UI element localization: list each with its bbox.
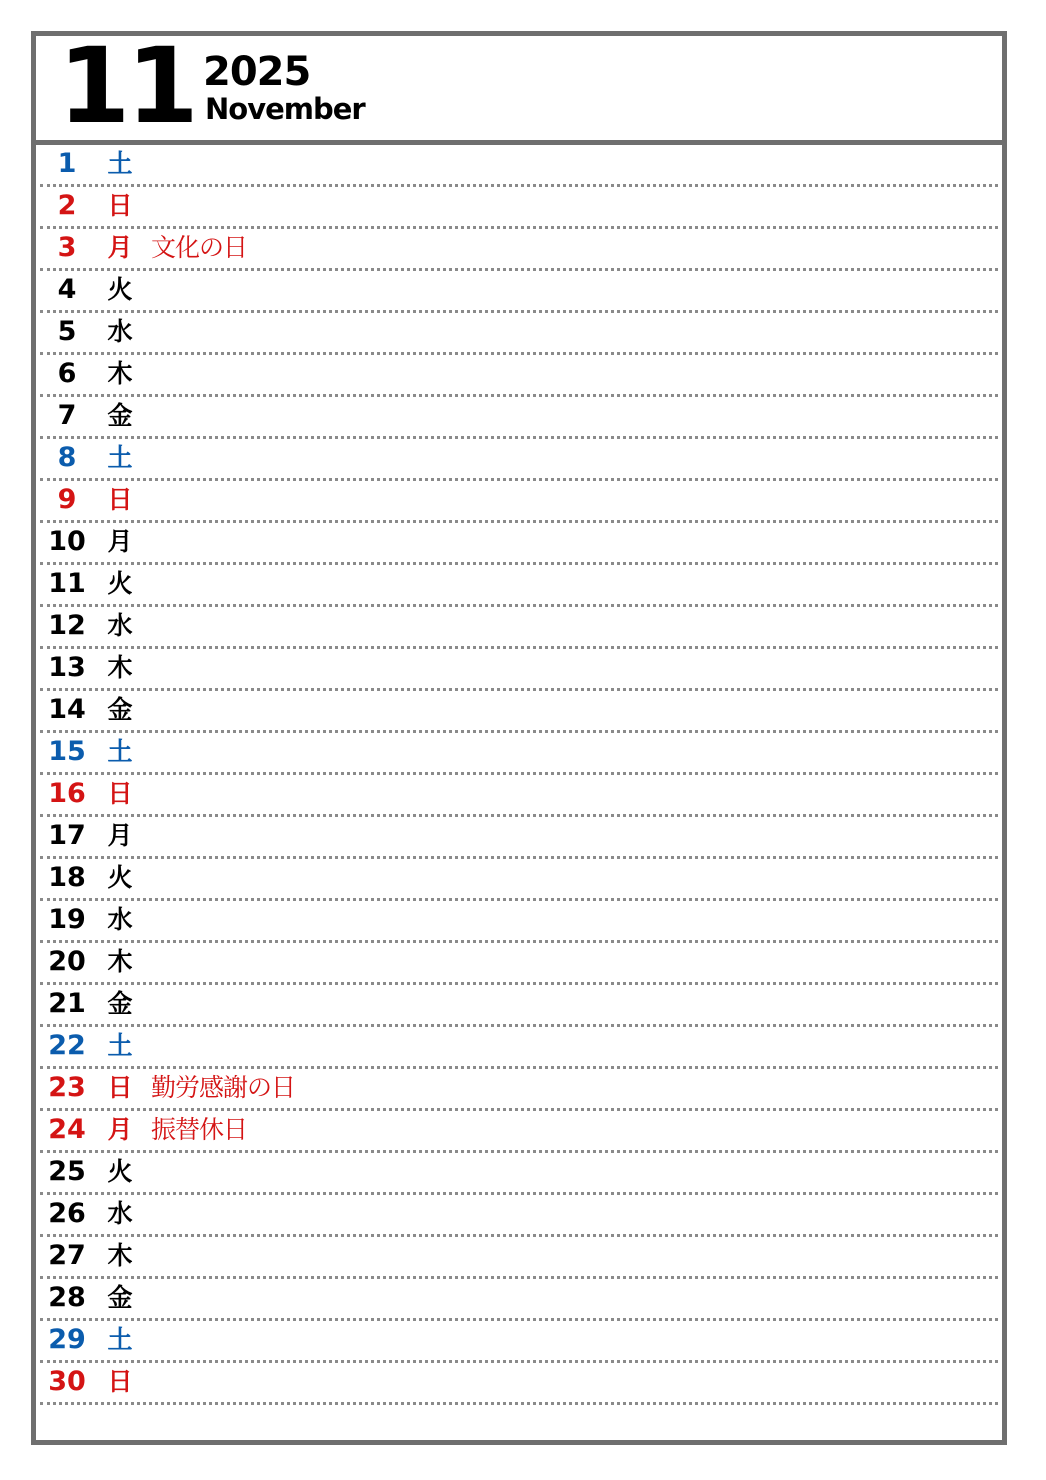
- weekday-label: 土: [107, 443, 133, 472]
- day-number: 9: [57, 484, 77, 515]
- day-number: 11: [48, 568, 86, 599]
- day-row: [40, 523, 998, 565]
- day-number: 14: [48, 694, 86, 725]
- day-row: [40, 355, 998, 397]
- day-row: [40, 1195, 998, 1237]
- weekday-label: 月: [107, 527, 133, 556]
- day-row: [40, 817, 998, 859]
- day-row: [40, 565, 998, 607]
- day-row: [40, 1321, 998, 1363]
- day-number: 12: [48, 610, 86, 641]
- day-list: [36, 145, 1002, 1447]
- day-number: 26: [48, 1198, 86, 1229]
- day-row: [40, 481, 998, 523]
- day-number: 8: [57, 442, 77, 473]
- weekday-label: 日: [107, 1367, 133, 1396]
- calendar-header: [36, 25, 1002, 147]
- weekday-label: 木: [107, 947, 133, 976]
- day-number: 19: [48, 904, 86, 935]
- weekday-label: 水: [107, 317, 133, 346]
- blank-row: [40, 1405, 998, 1447]
- day-row: [40, 1279, 998, 1321]
- day-number: 10: [48, 526, 86, 557]
- weekday-label: 水: [107, 1199, 133, 1228]
- weekday-label: 月: [107, 233, 133, 262]
- weekday-label: 月: [107, 821, 133, 850]
- day-row: [40, 313, 998, 355]
- day-number: 15: [48, 736, 86, 767]
- day-number: 17: [48, 820, 86, 851]
- day-row: [40, 229, 998, 271]
- year-label: 2025: [203, 49, 311, 95]
- day-number: 24: [48, 1114, 86, 1145]
- day-row: [40, 775, 998, 817]
- weekday-label: 木: [107, 1241, 133, 1270]
- day-row: [40, 1069, 998, 1111]
- day-row: [40, 691, 998, 733]
- day-row: [40, 985, 998, 1027]
- day-row: [40, 1111, 998, 1153]
- day-number: 27: [48, 1240, 86, 1271]
- weekday-label: 金: [107, 695, 133, 724]
- day-number: 16: [48, 778, 86, 809]
- day-number: 6: [57, 358, 77, 389]
- weekday-label: 木: [107, 653, 133, 682]
- day-row: [40, 1237, 998, 1279]
- day-row: [40, 649, 998, 691]
- day-number: 4: [57, 274, 77, 305]
- weekday-label: 金: [107, 401, 133, 430]
- weekday-label: 土: [107, 737, 133, 766]
- weekday-label: 金: [107, 989, 133, 1018]
- calendar-frame: [31, 25, 1007, 1445]
- day-number: 3: [57, 232, 77, 263]
- day-number: 13: [48, 652, 86, 683]
- day-number: 22: [48, 1030, 86, 1061]
- weekday-label: 水: [107, 611, 133, 640]
- day-row: [40, 271, 998, 313]
- day-number: 18: [48, 862, 86, 893]
- weekday-label: 火: [107, 569, 133, 598]
- day-row: [40, 187, 998, 229]
- day-number: 30: [48, 1366, 86, 1397]
- day-row: [40, 943, 998, 985]
- day-number: 5: [57, 316, 77, 347]
- day-row: [40, 1027, 998, 1069]
- day-row: [40, 1153, 998, 1195]
- day-number: 23: [48, 1072, 86, 1103]
- day-row: [40, 901, 998, 943]
- weekday-label: 火: [107, 863, 133, 892]
- weekday-label: 土: [107, 1325, 133, 1354]
- day-row: [40, 1363, 998, 1405]
- day-number: 1: [57, 148, 77, 179]
- month-name-label: November: [205, 92, 365, 126]
- day-number: 29: [48, 1324, 86, 1355]
- day-number: 7: [57, 400, 77, 431]
- day-number: 20: [48, 946, 86, 977]
- weekday-label: 日: [107, 779, 133, 808]
- day-number: 21: [48, 988, 86, 1019]
- day-number: 2: [57, 190, 77, 221]
- day-row: [40, 859, 998, 901]
- day-row: [40, 733, 998, 775]
- day-number: 28: [48, 1282, 86, 1313]
- month-number: 11: [58, 25, 195, 147]
- weekday-label: 日: [107, 191, 133, 220]
- day-row: [40, 439, 998, 481]
- day-row: [40, 145, 998, 187]
- day-number: 25: [48, 1156, 86, 1187]
- weekday-label: 日: [107, 1073, 133, 1102]
- weekday-label: 木: [107, 359, 133, 388]
- day-row: [40, 397, 998, 439]
- holiday-label: 振替休日: [151, 1115, 248, 1144]
- weekday-label: 月: [107, 1115, 133, 1144]
- weekday-label: 土: [107, 149, 133, 178]
- day-row: [40, 607, 998, 649]
- weekday-label: 火: [107, 1157, 133, 1186]
- weekday-label: 水: [107, 905, 133, 934]
- holiday-label: 文化の日: [151, 233, 248, 262]
- weekday-label: 火: [107, 275, 133, 304]
- weekday-label: 土: [107, 1031, 133, 1060]
- weekday-label: 日: [107, 485, 133, 514]
- weekday-label: 金: [107, 1283, 133, 1312]
- holiday-label: 勤労感謝の日: [151, 1073, 296, 1102]
